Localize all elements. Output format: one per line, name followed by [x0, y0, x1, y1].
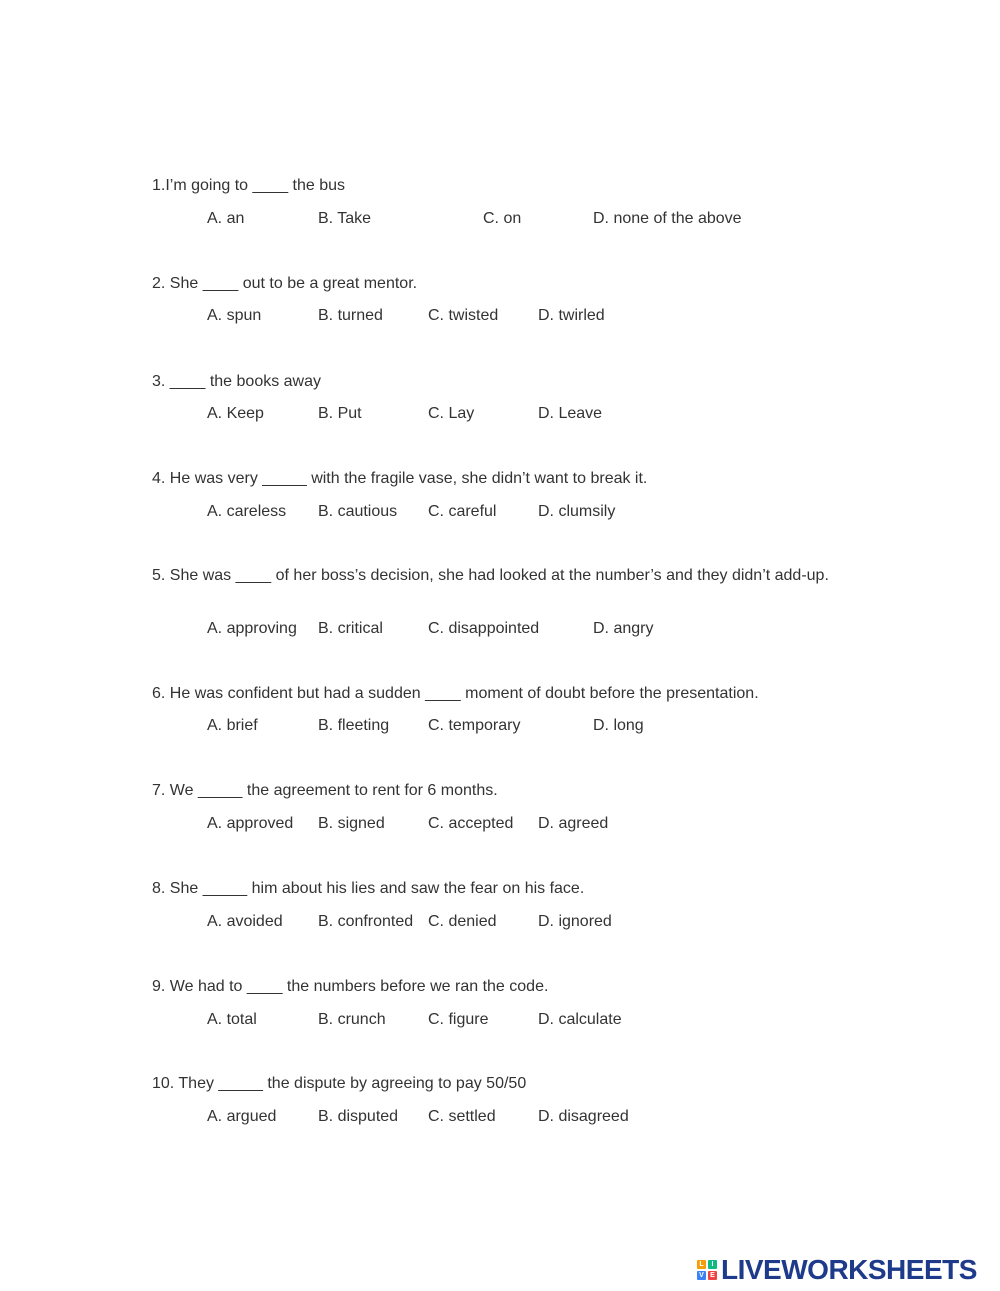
logo-tile-e: E — [708, 1271, 717, 1280]
logo-tiles-icon — [697, 1260, 717, 1280]
question-4-option-a[interactable]: A. careless — [207, 503, 287, 520]
question-6-option-a[interactable]: A. brief — [207, 717, 258, 734]
question-6-option-b[interactable]: B. fleeting — [318, 717, 390, 734]
question-8-option-b[interactable]: B. confronted — [318, 913, 414, 930]
logo-tile-l: L — [697, 1260, 706, 1269]
brand-name: LIVEWORKSHEETS — [721, 1254, 977, 1285]
question-4-option-b[interactable]: B. cautious — [318, 503, 398, 520]
question-10: 10. They _____ the dispute by agreeing to pay 50/50 — [152, 1075, 527, 1092]
question-4-option-c[interactable]: C. careful — [428, 503, 497, 520]
question-3-option-b[interactable]: B. Put — [318, 405, 362, 422]
question-7-option-b[interactable]: B. signed — [318, 815, 385, 832]
question-4: 4. He was very _____ with the fragile vase, she didn’t want to break it. — [152, 470, 648, 487]
question-8: 8. She _____ him about his lies and saw the fear on his face. — [152, 880, 585, 897]
question-5-option-a[interactable]: A. approving — [207, 620, 297, 637]
question-10-option-d[interactable]: D. disagreed — [538, 1108, 629, 1125]
question-7-option-c[interactable]: C. accepted — [428, 815, 514, 832]
question-9-option-a[interactable]: A. total — [207, 1011, 257, 1028]
question-1-option-c[interactable]: C. on — [483, 210, 522, 227]
question-8-option-a[interactable]: A. avoided — [207, 913, 283, 930]
question-3: 3. ____ the books away — [152, 373, 322, 390]
question-6: 6. He was confident but had a sudden ____ moment of doubt before the presentation. — [152, 685, 759, 702]
question-6-option-d[interactable]: D. long — [593, 717, 644, 734]
question-9: 9. We had to ____ the numbers before we ran the code. — [152, 978, 549, 995]
question-7: 7. We _____ the agreement to rent for 6 months. — [152, 782, 498, 799]
question-5-option-c[interactable]: C. disappointed — [428, 620, 540, 637]
question-6-option-c[interactable]: C. temporary — [428, 717, 521, 734]
question-2: 2. She ____ out to be a great mentor. — [152, 275, 418, 292]
question-3-option-c[interactable]: C. Lay — [428, 405, 475, 422]
question-2-option-a[interactable]: A. spun — [207, 307, 262, 324]
question-2-option-d[interactable]: D. twirled — [538, 307, 605, 324]
question-10-option-a[interactable]: A. argued — [207, 1108, 277, 1125]
question-5: 5. She was ____ of her boss’s decision, she had looked at the number’s and they didn’t add-up. — [152, 567, 829, 584]
question-1: 1.I’m going to ____ the bus — [152, 177, 346, 194]
question-5-option-b[interactable]: B. critical — [318, 620, 383, 637]
question-1-option-b[interactable]: B. Take — [318, 210, 372, 227]
question-9-option-b[interactable]: B. crunch — [318, 1011, 386, 1028]
question-2-option-b[interactable]: B. turned — [318, 307, 383, 324]
question-5-option-d[interactable]: D. angry — [593, 620, 654, 637]
question-8-option-c[interactable]: C. denied — [428, 913, 497, 930]
question-3-option-a[interactable]: A. Keep — [207, 405, 264, 422]
question-1-option-a[interactable]: A. an — [207, 210, 245, 227]
question-8-option-d[interactable]: D. ignored — [538, 913, 612, 930]
question-9-option-d[interactable]: D. calculate — [538, 1011, 622, 1028]
logo-tile-i: I — [708, 1260, 717, 1269]
question-4-option-d[interactable]: D. clumsily — [538, 503, 616, 520]
question-10-option-c[interactable]: C. settled — [428, 1108, 496, 1125]
logo-tile-v: V — [697, 1271, 706, 1280]
question-2-option-c[interactable]: C. twisted — [428, 307, 499, 324]
question-1-option-d[interactable]: D. none of the above — [593, 210, 742, 227]
question-7-option-d[interactable]: D. agreed — [538, 815, 609, 832]
question-3-option-d[interactable]: D. Leave — [538, 405, 603, 422]
question-10-option-b[interactable]: B. disputed — [318, 1108, 399, 1125]
question-9-option-c[interactable]: C. figure — [428, 1011, 489, 1028]
question-7-option-a[interactable]: A. approved — [207, 815, 294, 832]
liveworksheets-logo — [697, 1254, 977, 1286]
